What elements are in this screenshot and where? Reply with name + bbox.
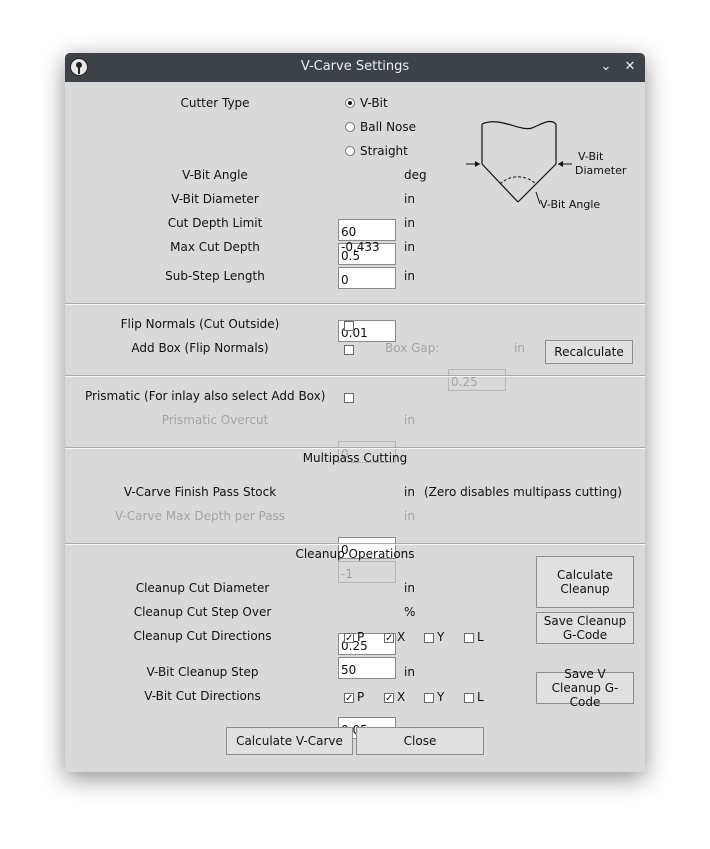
box-gap-input[interactable] xyxy=(448,369,506,391)
max-cut-depth-value: -0.433 xyxy=(341,240,380,254)
cleanup-heading: Cleanup Operations xyxy=(295,547,415,561)
vbit-diameter-label: V-Bit Diameter xyxy=(171,192,259,206)
radio-ball-nose[interactable] xyxy=(345,122,355,132)
finish-pass-unit: in xyxy=(404,485,415,499)
window-title: V-Carve Settings xyxy=(300,59,410,74)
cut-depth-limit-label: Cut Depth Limit xyxy=(167,216,263,230)
cleanup-dir-x-checkbox[interactable]: ✓ xyxy=(385,633,394,644)
cleanup-stepover-label: Cleanup Cut Step Over xyxy=(133,605,272,619)
prismatic-checkbox[interactable] xyxy=(344,393,354,403)
cut-depth-limit-input[interactable] xyxy=(338,267,396,289)
separator xyxy=(65,543,645,545)
finish-pass-label: V-Carve Finish Pass Stock xyxy=(123,485,277,499)
vbit-diameter-unit: in xyxy=(404,192,415,206)
vbit-dir-y-checkbox[interactable] xyxy=(424,693,434,703)
vbit-directions-label: V-Bit Cut Directions xyxy=(144,689,261,703)
vbit-cleanup-step-label: V-Bit Cleanup Step xyxy=(146,665,259,679)
vcarve-settings-window xyxy=(65,53,645,772)
box-gap-unit: in xyxy=(514,341,525,355)
separator xyxy=(65,447,645,449)
cleanup-diameter-label: Cleanup Cut Diameter xyxy=(135,581,270,595)
vbit-shank-top-icon xyxy=(482,121,556,128)
cutter-type-label: Cutter Type xyxy=(180,96,250,110)
prismatic-label: Prismatic (For inlay also select Add Box) xyxy=(85,389,326,403)
cleanup-stepover-unit: % xyxy=(404,605,416,619)
angle-label: V-Bit Angle xyxy=(540,198,601,211)
cleanup-dir-p-label: P xyxy=(357,630,365,644)
vbit-dir-y-label: Y xyxy=(437,690,445,704)
box-gap-label: Box Gap: xyxy=(385,341,440,355)
calculate-cleanup-button[interactable]: Calculate Cleanup xyxy=(536,556,634,608)
save-v-cleanup-gcode-button[interactable]: Save V Cleanup G-Code xyxy=(536,672,634,704)
vbit-cleanup-step-unit: in xyxy=(404,665,415,679)
multipass-heading: Multipass Cutting xyxy=(302,451,408,465)
radio-ball-nose-label[interactable]: Ball Nose xyxy=(360,120,417,134)
cleanup-dir-p-checkbox[interactable]: ✓ xyxy=(345,633,354,644)
max-cut-depth-label: Max Cut Depth xyxy=(170,240,260,254)
cleanup-dir-y-checkbox[interactable] xyxy=(424,633,434,643)
settings-content xyxy=(65,82,645,772)
flip-normals-checkbox[interactable] xyxy=(344,321,354,331)
vbit-dir-l-checkbox[interactable] xyxy=(464,693,474,703)
vbit-dir-x-label: X xyxy=(397,690,406,704)
calculate-vcarve-button[interactable]: Calculate V-Carve xyxy=(226,727,353,755)
vbit-dir-p-label: P xyxy=(357,690,365,704)
max-depth-pass-label: V-Carve Max Depth per Pass xyxy=(114,509,286,523)
cleanup-dir-y-label: Y xyxy=(437,630,445,644)
diameter-label-line2: Diameter xyxy=(575,164,627,177)
cleanup-dir-x-label: X xyxy=(397,630,406,644)
sub-step-length-label: Sub-Step Length xyxy=(165,269,265,283)
cleanup-diameter-unit: in xyxy=(404,581,415,595)
close-icon[interactable]: ✕ xyxy=(624,59,636,74)
max-depth-pass-input[interactable] xyxy=(338,561,396,583)
close-button[interactable]: Close xyxy=(356,727,484,755)
title-bar[interactable] xyxy=(65,53,645,82)
vbit-diagram xyxy=(460,120,640,212)
cleanup-dir-l-label: L xyxy=(477,630,484,644)
radio-vbit[interactable] xyxy=(345,98,355,108)
vbit-angle-input[interactable] xyxy=(338,219,396,241)
prismatic-overcut-label: Prismatic Overcut xyxy=(161,413,269,427)
max-cut-depth-unit: in xyxy=(404,240,415,254)
vbit-angle-label: V-Bit Angle xyxy=(182,168,248,182)
radio-straight-label[interactable]: Straight xyxy=(360,144,408,158)
separator xyxy=(65,375,645,377)
cleanup-dir-l-checkbox[interactable] xyxy=(464,633,474,643)
separator xyxy=(65,303,645,305)
minimize-icon[interactable]: ⌄ xyxy=(600,59,612,74)
prismatic-overcut-unit: in xyxy=(404,413,415,427)
add-box-label: Add Box (Flip Normals) xyxy=(131,341,269,355)
vbit-dir-l-label: L xyxy=(477,690,484,704)
flip-normals-label: Flip Normals (Cut Outside) xyxy=(120,317,280,331)
vbit-dir-x-checkbox[interactable]: ✓ xyxy=(385,693,394,704)
recalculate-button[interactable]: Recalculate xyxy=(545,340,633,364)
vbit-angle-unit: deg xyxy=(404,168,427,182)
max-depth-pass-unit: in xyxy=(404,509,415,523)
radio-straight[interactable] xyxy=(345,146,355,156)
vbit-dir-p-checkbox[interactable]: ✓ xyxy=(345,693,354,704)
save-cleanup-gcode-button[interactable]: Save Cleanup G-Code xyxy=(536,612,634,644)
finish-pass-note: (Zero disables multipass cutting) xyxy=(424,485,622,499)
cleanup-directions-label: Cleanup Cut Directions xyxy=(133,629,272,643)
sub-step-length-unit: in xyxy=(404,269,415,283)
cleanup-stepover-input[interactable] xyxy=(338,657,396,679)
add-box-checkbox[interactable] xyxy=(344,345,354,355)
diameter-label-line1: V-Bit xyxy=(578,150,604,163)
cut-depth-limit-unit: in xyxy=(404,216,415,230)
radio-vbit-label[interactable]: V-Bit xyxy=(360,96,388,110)
